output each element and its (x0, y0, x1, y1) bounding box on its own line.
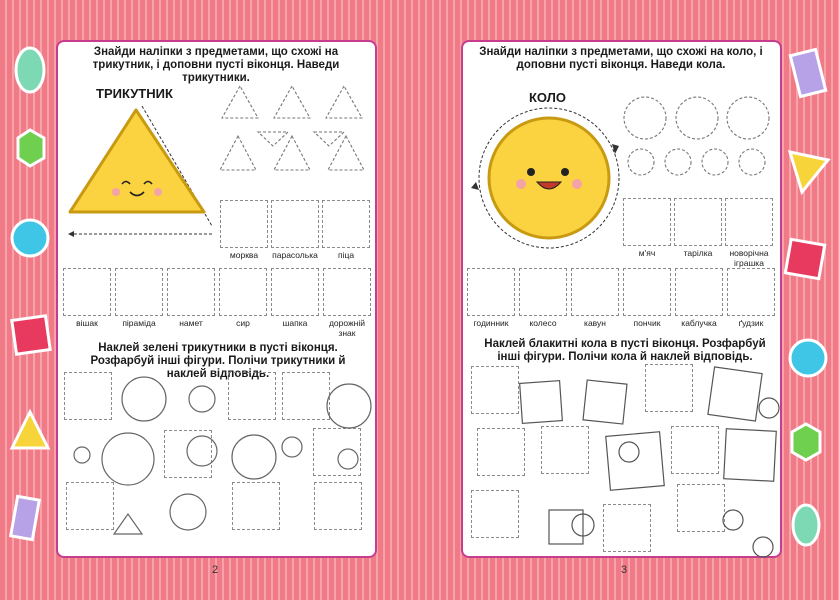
cheek-right (154, 188, 162, 196)
shape-title: ТРИКУТНИК (96, 86, 173, 101)
sticker-slot-pizza[interactable] (322, 200, 370, 248)
tracing-circles (623, 94, 783, 184)
green-hexagon-sticker (18, 130, 44, 166)
trace-triangle-inverted (314, 132, 344, 146)
sticker-slot-wheel[interactable] (519, 268, 567, 316)
tracing-triangles (218, 84, 378, 174)
label-pizza: піца (337, 250, 355, 260)
label-road-sign: дорожній знак (328, 318, 366, 338)
cheek-left (516, 179, 526, 189)
label-ring: каблучка (681, 318, 717, 328)
sticker-slot-ring[interactable] (675, 268, 723, 316)
label-hanger: вішак (76, 318, 98, 328)
sticker-slot-donut[interactable] (623, 268, 671, 316)
square-shape (724, 429, 777, 482)
trace-triangle (274, 136, 310, 170)
circle-shape (723, 510, 743, 530)
label-carrot: морква (229, 250, 259, 260)
sticker-slot-watermelon[interactable] (571, 268, 619, 316)
square-shape (520, 381, 563, 424)
sticker-slot-pyramid[interactable] (115, 268, 163, 316)
circle-shape (327, 384, 371, 428)
trace-triangle (222, 86, 258, 118)
label-tent: намет (179, 318, 203, 328)
tracing-arrowhead (612, 144, 619, 154)
label-watermelon: кавун (584, 318, 606, 328)
trace-circle (727, 97, 769, 139)
tracing-arrowhead (68, 231, 74, 237)
sticker-slot-hat[interactable] (271, 268, 319, 316)
cheek-left (112, 188, 120, 196)
shape-title: КОЛО (529, 90, 566, 105)
blue-circle-sticker (12, 220, 48, 256)
label-wheel: колесо (529, 318, 557, 328)
label-ball: м'яч (638, 248, 656, 258)
red-square-sticker (12, 316, 50, 354)
instruction-triangles: Знайди наліпки з предметами, що схожі на трикутник, і доповни пусті віконця. Наведи трикутники. (92, 46, 340, 84)
circle-shape (189, 386, 215, 412)
circle-shape (74, 447, 90, 463)
label-clock: годинник (473, 318, 509, 328)
sticker-slot-clock[interactable] (467, 268, 515, 316)
page-number: 2 (212, 564, 219, 576)
circle-shape (187, 436, 217, 466)
sticker-slot-carrot[interactable] (220, 200, 268, 248)
circle-body (489, 118, 609, 238)
square-shape (606, 432, 665, 491)
trace-circle (739, 149, 765, 175)
sticker-slot-hanger[interactable] (63, 268, 111, 316)
square-shape (708, 367, 762, 421)
circle-mascot (467, 106, 627, 256)
instruction-circles: Знайди наліпки з предметами, що схожі на коло, і доповни пусті віконця. Наведи кола. (479, 46, 763, 71)
circle-shape (338, 449, 358, 469)
label-ornament: новорічна іграшка (729, 248, 769, 268)
sticker-slot-tent[interactable] (167, 268, 215, 316)
shapes-to-color (58, 342, 378, 542)
trace-triangle (274, 86, 310, 118)
blue-circle-sticker (790, 340, 826, 376)
shapes-to-color (463, 342, 783, 562)
trace-triangle (328, 136, 364, 170)
label-donut: пончик (633, 318, 661, 328)
label-plate: тарілка (683, 248, 713, 258)
yellow-triangle-sticker (790, 152, 828, 192)
trace-circle (702, 149, 728, 175)
sticker-slot-umbrella[interactable] (271, 200, 319, 248)
right-eye (561, 168, 569, 176)
purple-rectangle-sticker (790, 49, 825, 96)
label-button: ґудзик (738, 318, 764, 328)
sticker-slot-plate[interactable] (674, 198, 722, 246)
trace-circle (676, 97, 718, 139)
circle-shape (282, 437, 302, 457)
trace-triangle-inverted (258, 132, 288, 146)
label-cheese: сир (236, 318, 250, 328)
circle-shape (619, 442, 639, 462)
tracing-arrowhead (471, 182, 479, 190)
sticker-slot-button[interactable] (727, 268, 775, 316)
yellow-triangle-sticker (12, 412, 48, 448)
square-shape (583, 380, 627, 424)
green-oval-sticker (16, 48, 44, 92)
sticker-slot-road-sign[interactable] (323, 268, 371, 316)
sticker-slot-ball[interactable] (623, 198, 671, 246)
page-number: 3 (621, 564, 628, 576)
trace-triangle (220, 136, 256, 170)
red-square-sticker (785, 239, 824, 278)
trace-circle (624, 97, 666, 139)
trace-circle (665, 149, 691, 175)
cheek-right (572, 179, 582, 189)
triangle-body (70, 110, 204, 212)
trace-circle (628, 149, 654, 175)
circle-shape (170, 494, 206, 530)
trace-triangle (326, 86, 362, 118)
right-page (461, 40, 782, 576)
green-hexagon-sticker (792, 424, 820, 460)
circle-shape (232, 435, 276, 479)
instruction-color-circles: Наклей блакитні кола в пусті віконця. Розфарбуй інші фігури. Полічи кола й наклей відповідь. (484, 338, 766, 363)
sticker-slot-cheese[interactable] (219, 268, 267, 316)
sticker-slot-ornament[interactable] (725, 198, 773, 246)
left-eye (527, 168, 535, 176)
label-hat: шапка (282, 318, 308, 328)
circle-shape (753, 537, 773, 557)
left-page (56, 40, 377, 576)
purple-rectangle-sticker (11, 496, 40, 539)
instruction-color-triangles: Наклей зелені трикутники в пусті віконця. Розфарбуй інші фігури. Полічи трикутники й наклей відповідь. (90, 342, 346, 380)
circle-shape (759, 398, 779, 418)
green-oval-sticker (793, 505, 819, 545)
circle-shape (102, 433, 154, 485)
label-umbrella: парасолька (272, 250, 318, 260)
label-pyramid: піраміда (122, 318, 156, 328)
circle-shape (122, 377, 166, 421)
triangle-mascot (64, 104, 214, 224)
triangle-shape (114, 514, 142, 534)
